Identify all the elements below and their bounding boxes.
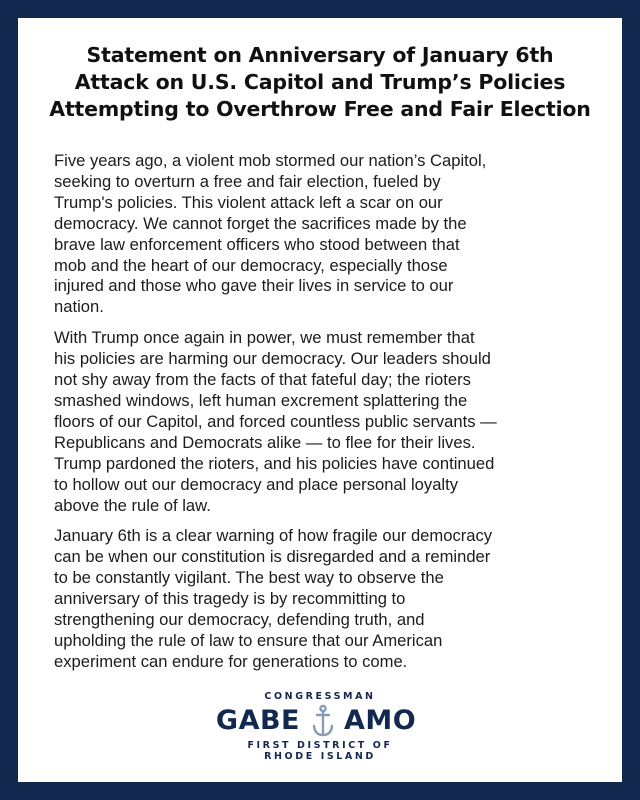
body-line: injured and those who gave their lives in service to our	[54, 276, 454, 296]
body-line: strengthening our democracy, defending truth, and	[54, 610, 425, 630]
body-line: Five years ago, a violent mob stormed our nation’s Capitol,	[54, 151, 487, 170]
body-line: anniversary of this tragedy is by recommitting to	[54, 589, 406, 609]
body-line: Republicans and Democrats alike — to flee for their lives.	[54, 432, 476, 452]
title-line: Statement on Anniversary of January 6th	[86, 43, 554, 67]
title-line: Attack on U.S. Capitol and Trump’s Policies	[74, 70, 566, 94]
body-line: not shy away from the facts of that fateful day; the rioters	[54, 370, 471, 390]
logo-state: RHODE ISLAND	[264, 751, 376, 762]
body-line: smashed windows, left human excrement splattering the	[54, 390, 468, 410]
logo-name-row	[18, 704, 622, 738]
paragraph-3	[54, 526, 594, 672]
body-line: Trump's policies. This violent attack left a scar on our	[54, 192, 443, 212]
body-line: can be when our constitution is disregarded and a reminder	[54, 547, 491, 567]
body-line: democracy. We cannot forget the sacrifices made by the	[54, 213, 467, 233]
body-line: nation.	[54, 297, 104, 317]
body-line: upholding the rule of law to ensure that our American	[54, 630, 443, 650]
logo-title: CONGRESSMAN	[264, 691, 376, 702]
body-line: mob and the heart of our democracy, especially those	[54, 255, 448, 275]
body-line: above the rule of law.	[54, 495, 211, 515]
body-line: January 6th is a clear warning of how fragile our democracy	[54, 526, 493, 546]
body-line: Trump pardoned the rioters, and his policies have continued	[54, 453, 495, 473]
logo-last-name: AMO	[344, 705, 417, 736]
logo-first-name: GABE	[215, 705, 300, 736]
body-line: to be constantly vigilant. The best way to observe the	[54, 568, 444, 588]
logo-district: FIRST DISTRICT OF	[247, 740, 393, 751]
statement-title	[48, 42, 592, 123]
paragraph-1	[54, 151, 594, 318]
body-line: experiment can endure for generations to come.	[54, 651, 408, 671]
congressman-logo	[18, 691, 622, 771]
body-line: to hollow out our democracy and place personal loyalty	[54, 474, 459, 494]
body-line: his policies are harming our democracy. Our leaders should	[54, 349, 491, 369]
title-line: Attempting to Overthrow Free and Fair Election	[49, 97, 591, 121]
body-line: With Trump once again in power, we must remember that	[54, 328, 475, 348]
statement-card	[18, 18, 622, 782]
body-line: seeking to overturn a free and fair election, fueled by	[54, 171, 441, 191]
paragraph-2	[54, 328, 594, 516]
body-line: floors of our Capitol, and forced countless public servants —	[54, 411, 497, 431]
statement-body	[54, 151, 594, 683]
body-line: brave law enforcement officers who stood between that	[54, 234, 460, 254]
anchor-icon	[311, 704, 335, 738]
